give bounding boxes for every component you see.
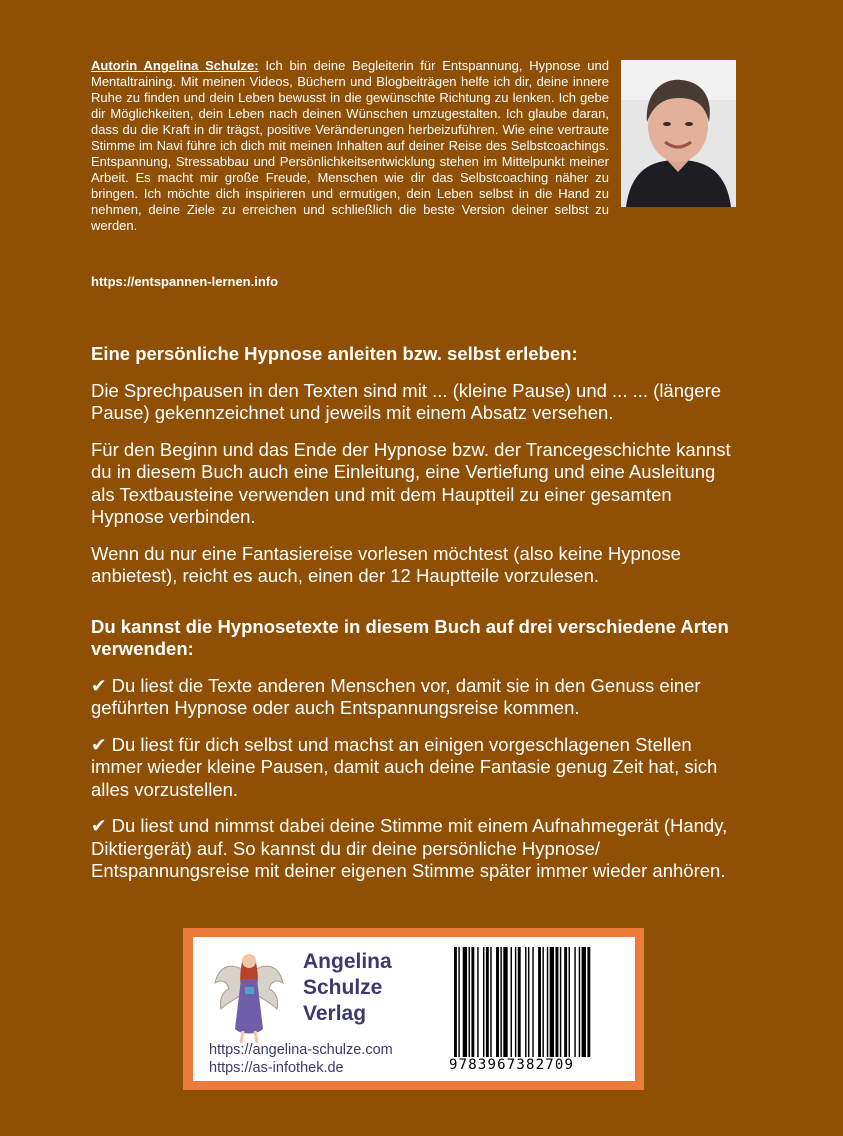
barcode-bar	[574, 947, 575, 1059]
barcode-bar	[463, 947, 467, 1059]
body-text	[91, 343, 741, 897]
barcode-bar	[532, 947, 533, 1059]
barcode-bar	[528, 947, 529, 1059]
barcode-bar	[458, 947, 459, 1071]
section2-item: ✔ Du liest für dich selbst und machst an einigen vorgeschlagenen Stellen immer wieder kleine Pausen, damit auch deine Fantasie genug Zeit hat, sich alles vorzustellen.	[91, 733, 718, 800]
barcode-bar	[538, 947, 541, 1059]
barcode-bar	[564, 947, 567, 1059]
publisher-panel	[193, 937, 635, 1081]
section1-paragraph: Wenn du nur eine Fantasiereise vorlesen möchtest (also keine Hypnose anbietest), reicht es auch, einen der 12 Hauptteile vorzulesen.	[91, 542, 681, 586]
publisher-links	[209, 1041, 393, 1077]
section2-item: ✔ Du liest die Texte anderen Menschen vor, damit sie in den Genuss einer geführten Hypnose oder auch Entspannungsreise kommen.	[91, 674, 701, 718]
section2-heading: Du kannst die Hypnosetexte in diesem Buch auf drei verschiedene Arten verwenden:	[91, 615, 729, 659]
barcode-bar	[547, 947, 548, 1059]
barcode-bar	[542, 947, 543, 1059]
barcode-bar	[486, 947, 489, 1059]
publisher-name-line: Angelina	[303, 950, 392, 973]
barcode-bar	[503, 947, 507, 1059]
section2-item: ✔ Du liest und nimmst dabei deine Stimme mit einem Aufnahmegerät (Handy, Diktiergerät) auf. So kannst du dir deine persönliche Hypnose/ Entspannungsreise mit deiner eigenen Stimme später immer wieder anhören.	[91, 815, 728, 881]
barcode-bar	[582, 947, 586, 1059]
barcode-bar	[490, 947, 491, 1059]
author-photo	[621, 60, 736, 207]
barcode-bar	[550, 947, 554, 1059]
barcode-bar	[556, 947, 559, 1059]
barcode-bar	[579, 947, 580, 1059]
barcode-bar	[569, 947, 570, 1059]
barcode-bar	[454, 947, 457, 1071]
angel-logo-icon	[213, 943, 285, 1047]
section1-heading: Eine persönliche Hypnose anleiten bzw. selbst erleben:	[91, 343, 578, 364]
barcode-bar	[511, 947, 512, 1059]
barcode-bar	[587, 947, 590, 1071]
section1-paragraph: Die Sprechpausen in den Texten sind mit ... (kleine Pause) und ... ... (längere Pause) gekennzeichnet und jeweils mit einem Absatz versehen.	[91, 379, 722, 423]
publisher-link[interactable]: https://angelina-schulze.com	[209, 1042, 393, 1058]
barcode-bar	[471, 947, 474, 1059]
barcode-bar	[469, 947, 470, 1059]
author-bio	[91, 58, 609, 234]
barcode-bar	[483, 947, 484, 1059]
publisher-box	[183, 928, 644, 1090]
barcode-bar	[500, 947, 501, 1059]
publisher-name-line: Schulze	[303, 976, 383, 999]
barcode-bar	[525, 947, 526, 1071]
author-name: Autorin Angelina Schulze:	[91, 58, 259, 73]
publisher-name-line: Verlag	[303, 1002, 367, 1025]
barcode-bar	[496, 947, 499, 1059]
author-bio-text: Ich bin deine Begleiterin für Entspannung, Hypnose und Mentaltraining. Mit meinen Videos, Büchern und Blogbeiträgen helfe ich dir, deine innere Ruhe zu finden und dein Leben bewusst in die gewünschte Richtung zu lenken. Ich gebe dir Möglichkeiten, dein Leben nach deinen Wünschen umzugestalten. Ich glaube daran, dass du die Kraft in dir trägst, positive Veränderungen herbeizuführen. Wie eine vertraute Stimme im Navi führe ich dich mit meinen Inhalten auf deiner Reise des Selbstcoachings. Entspannung, Stressabbau und Persönlichkeitsentwicklung stehen im Mittelpunkt meiner Arbeit. Es macht mir große Freude, Menschen wie dir das Selbstcoaching näher zu bringen. Ich möchte dich inspirieren und ermutigen, dein Leben selbst in die Hand zu nehmen, deine Ziele zu erreichen und schließlich die beste Version deiner selbst zu werden.	[91, 58, 609, 233]
author-website-link[interactable]: https://entspannen-lernen.info	[91, 274, 279, 289]
publisher-name	[303, 949, 423, 1027]
barcode-bar	[560, 947, 561, 1059]
barcode-bar	[477, 947, 478, 1059]
barcode-bar	[518, 947, 521, 1059]
barcode-bar	[515, 947, 516, 1059]
section1-paragraph: Für den Beginn und das Ende der Hypnose bzw. der Trancegeschichte kannst du in diesem Buch auch eine Einleitung, eine Vertiefung und eine Ausleitung als Textbausteine verwenden und mit dem Hauptteil zu einer gesamten Hypnose verbinden.	[91, 438, 731, 527]
isbn-number: 9783967382709	[449, 1057, 609, 1073]
publisher-link[interactable]: https://as-infothek.de	[209, 1060, 344, 1076]
